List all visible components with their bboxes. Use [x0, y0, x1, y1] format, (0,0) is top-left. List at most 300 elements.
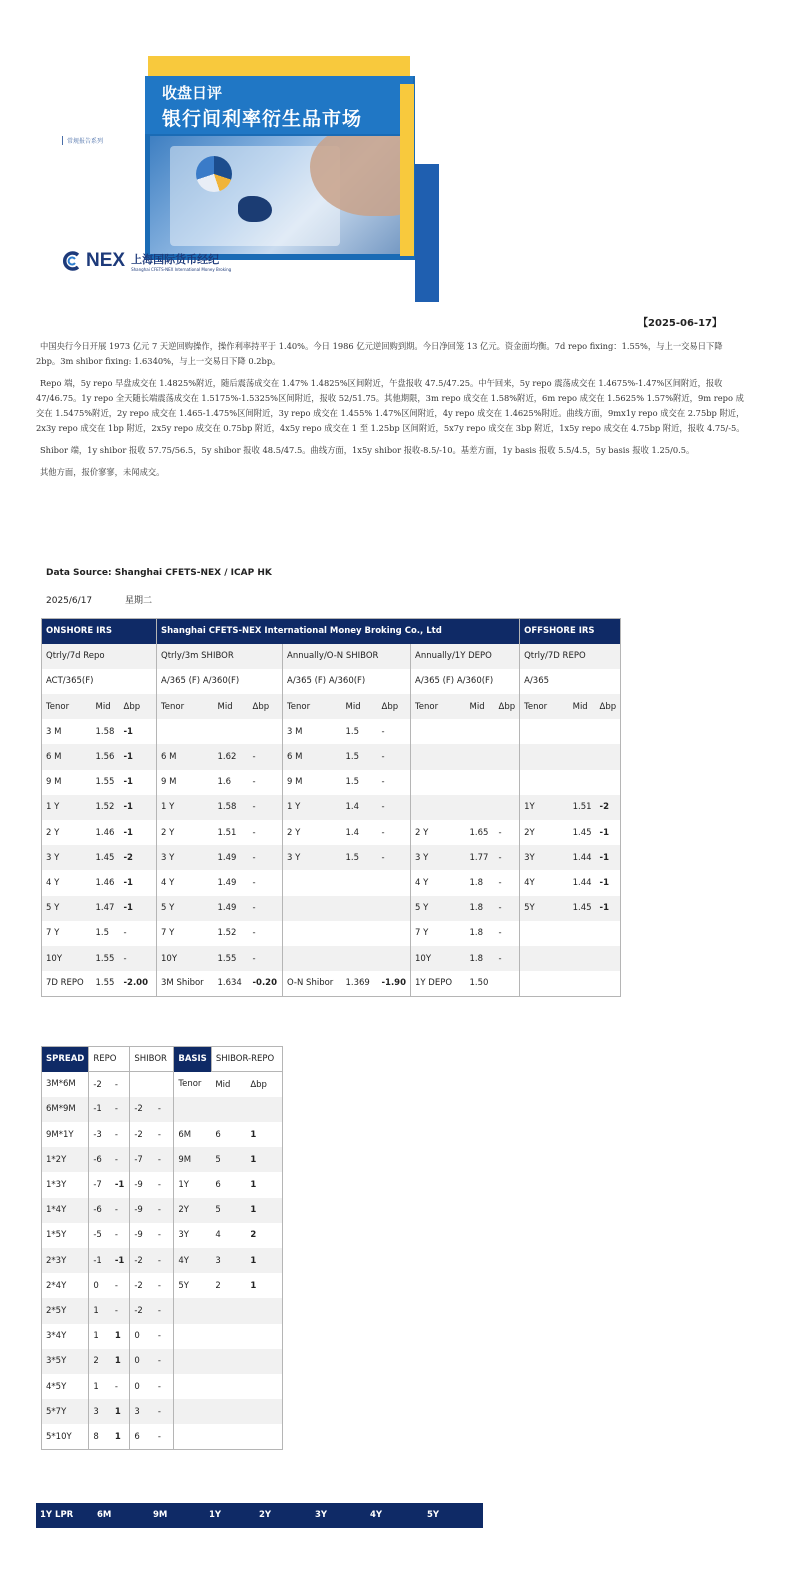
irs-cell-tenor [157, 719, 214, 744]
irs-cell-delta: - [249, 795, 283, 820]
irs-data-row [42, 896, 621, 921]
shibor-mid: -9 [130, 1223, 154, 1248]
irs-cell-delta: - [252, 777, 256, 788]
table-weekday: 星期二 [125, 596, 153, 606]
spread-pair: 1*5Y [46, 1230, 67, 1241]
repo-mid: -1 [89, 1248, 111, 1273]
shibor-delta: - [157, 1129, 161, 1140]
basis-mid: 4 [215, 1230, 221, 1241]
lpr-tenor-4y: 4Y [370, 1510, 383, 1520]
onshore-irs-header: ONSHORE IRS [42, 619, 157, 644]
shibor-delta: - [157, 1381, 161, 1392]
lpr-header-bar [36, 1503, 483, 1528]
paragraph-repo: Repo 端，5y repo 早盘成交在 1.4825%附近，随后震荡成交在 1.47% 1.4825%区间附近，午盘报收 47.5/47.25。中午回来，5y repo 震荡成交在 1.4675%-1.47%区间附近，报收 47/46.75。1y repo 全天随长端震荡成交在 1.5175%-1.5325%区间附近，报收 52/51.75。其他期限，3m repo 成交在 1.58%附近，6m repo 成交在 1.5625% 1.57%附近，9m repo 成交在 1.5475%附近，2y repo 成交在 1.465-1.475%区间附近，3y repo 成交在 1.455% 1.47%区间附近，4y repo 成交在 1.4625%附近。曲线方面，9mx1y repo 成交在 2.75bp 附近，2x3y repo 成交在 1bp 附近，2x5y repo 成交在 0.75bp 附近，4x5y repo 成交在 1 至 1.25bp 区间附近，5x7y repo 成交在 3bp 附近，1x5y repo 成交在 4.75bp 附近，报收 4.75/-5。 [36, 378, 745, 433]
cover-blue-tab [415, 164, 439, 302]
spread-pair: 1*2Y [42, 1147, 89, 1172]
convention-label: A/365 [520, 669, 621, 694]
irs-cell-delta: -1 [596, 845, 621, 870]
spread-row [42, 1223, 283, 1248]
spread-basis-table [41, 1046, 283, 1450]
irs-cell-delta: -1 [123, 777, 133, 788]
col-header-tenor: Tenor [283, 694, 342, 719]
irs-cell-delta [596, 744, 621, 769]
basis-tenor: 6M [174, 1122, 211, 1147]
basis-mid [211, 1349, 246, 1374]
irs-cell-tenor: 3 Y [42, 845, 92, 870]
irs-cell-delta: - [252, 928, 256, 939]
basis-delta [246, 1324, 282, 1349]
curve-label: Qtrly/3m SHIBOR [157, 644, 283, 669]
lpr-tenor-9m: 9M [153, 1510, 168, 1520]
offshore-irs-header: OFFSHORE IRS [520, 619, 621, 644]
irs-cell-tenor: 3Y [520, 845, 569, 870]
shibor-mid: -2 [130, 1298, 154, 1323]
irs-cell-tenor: 3 Y [283, 845, 342, 870]
repo-mid: 2 [89, 1349, 111, 1374]
irs-cell-mid: 1.58 [214, 795, 249, 820]
irs-cell-delta: - [498, 928, 502, 939]
repo-delta: - [114, 1381, 118, 1392]
col-header-tenor: Tenor [157, 694, 214, 719]
irs-cell-tenor: 4Y [520, 870, 569, 895]
col-header-mid: Mid [214, 694, 249, 719]
irs-cell-delta [378, 946, 411, 971]
shibor-mid: 0 [130, 1349, 154, 1374]
irs-cell-tenor [520, 921, 569, 946]
irs-data-row [42, 870, 621, 895]
logo-text-block [131, 251, 231, 272]
shibor-mid: -2 [130, 1097, 154, 1122]
cover-yellow-tab [400, 84, 414, 256]
irs-cell-delta: -1 [120, 744, 157, 769]
irs-cell-delta: - [252, 877, 256, 888]
irs-cell-tenor: 1 Y [157, 795, 214, 820]
basis-mid [211, 1097, 246, 1122]
paragraph-pboc: 中国央行今日开展 1973 亿元 7 天逆回购操作，操作利率持平于 1.40%。今日 1986 亿元逆回购到期。今日净回笼 13 亿元。资金面均衡。7d repo fixing：1.55%，与上一交易日下降 2bp。3m shibor fixing: 1.6340%，与上一交易日下降 0.2bp。 [36, 341, 723, 366]
shibor-mid: -2 [130, 1273, 154, 1298]
irs-cell-delta [596, 719, 621, 744]
basis-tenor [174, 1424, 211, 1449]
irs-cell-mid: 1.4 [342, 795, 378, 820]
cover-title-line2: 银行间利率衍生品市场 [162, 108, 363, 130]
broker-header: Shanghai CFETS-NEX International Money Broking Co., Ltd [157, 619, 520, 644]
irs-cell-mid: 1.4 [345, 827, 360, 838]
shibor-delta: - [157, 1280, 161, 1291]
irs-cell-mid: 1.8 [469, 928, 484, 939]
irs-cell-delta: - [381, 726, 385, 737]
col-header-delta: Δbp [378, 694, 411, 719]
irs-curve-row [42, 644, 621, 669]
spread-row [42, 1122, 283, 1147]
irs-data-row [42, 770, 621, 795]
basis-delta: 1 [250, 1180, 257, 1191]
irs-cell-tenor [283, 896, 342, 921]
irs-cell-mid: 1.44 [569, 845, 596, 870]
col-header-mid: Mid [466, 694, 495, 719]
irs-cell-mid [342, 896, 378, 921]
repo-mid: -6 [89, 1198, 111, 1223]
spread-header-row [42, 1047, 283, 1072]
irs-cell-mid: 1.49 [217, 877, 237, 888]
irs-cell-tenor [411, 795, 466, 820]
shibor-mid: 0 [130, 1324, 154, 1349]
convention-label: A/365 (F) A/360(F) [157, 669, 283, 694]
irs-cell-tenor: 6 M [42, 744, 92, 769]
basis-mid: Mid [215, 1079, 231, 1090]
curve-label: Annually/1Y DEPO [411, 644, 520, 669]
irs-cell-tenor: 9 M [283, 770, 342, 795]
spread-pair: 3M*6M [46, 1079, 76, 1090]
irs-cell-mid [342, 946, 378, 971]
basis-tenor [174, 1298, 211, 1323]
irs-cell-tenor: 6 M [283, 744, 342, 769]
irs-cell-delta [495, 971, 520, 996]
irs-cell-tenor: 4 Y [46, 877, 60, 888]
irs-cell-tenor: 2 Y [283, 820, 342, 845]
col-header-mid: Mid [342, 694, 378, 719]
irs-cell-delta: -1 [599, 827, 609, 838]
pie-chart-icon [196, 156, 232, 192]
irs-cell-tenor: 1 Y [42, 795, 92, 820]
irs-cell-mid: 1.46 [95, 877, 115, 888]
irs-cell-tenor [520, 770, 569, 795]
irs-cell-mid: 1.8 [466, 946, 495, 971]
basis-delta: 1 [246, 1147, 282, 1172]
company-logo [62, 250, 231, 272]
basis-mid [211, 1424, 246, 1449]
irs-cell-delta: -1 [120, 896, 157, 921]
shibor-mid: 3 [130, 1399, 154, 1424]
irs-cell-tenor: 5 Y [42, 896, 92, 921]
irs-cell-mid: 1.58 [95, 726, 115, 737]
shibor-mid: 6 [130, 1424, 154, 1449]
irs-cell-tenor: 9 M [46, 777, 62, 788]
repo-mid: -3 [89, 1122, 111, 1147]
irs-cell-tenor: 1Y [520, 795, 569, 820]
basis-tenor [174, 1324, 211, 1349]
basis-delta [246, 1374, 282, 1399]
irs-cell-delta: -1 [120, 795, 157, 820]
shibor-delta: - [157, 1431, 161, 1442]
spread-pair: 5*7Y [42, 1399, 89, 1424]
basis-mid: 3 [211, 1248, 246, 1273]
irs-data-row [42, 845, 621, 870]
logo-cn-name: 上海国际货币经纪 [131, 252, 220, 266]
irs-cell-mid [569, 744, 596, 769]
irs-cell-tenor: 3 Y [157, 845, 214, 870]
spread-row [42, 1072, 283, 1097]
spread-pair: 2*5Y [42, 1298, 89, 1323]
spread-row [42, 1198, 283, 1223]
basis-mid [211, 1298, 246, 1323]
basis-tenor: 9M [174, 1147, 211, 1172]
irs-cell-mid: 1.51 [569, 795, 596, 820]
repo-delta: - [114, 1079, 118, 1090]
irs-cell-tenor: 10Y [157, 946, 214, 971]
repo-delta: 1 [114, 1331, 121, 1342]
lpr-tenor-3y: 3Y [315, 1510, 328, 1520]
logo-nex-text: NEX [86, 250, 126, 271]
basis-mid: 5 [211, 1147, 246, 1172]
repo-mid: -5 [89, 1223, 111, 1248]
repo-mid: 3 [89, 1399, 111, 1424]
cover-photo [150, 136, 413, 254]
shibor-mid: -9 [130, 1172, 154, 1197]
nex-logo-icon [62, 251, 84, 271]
irs-cell-mid: 1.46 [95, 827, 115, 838]
irs-cell-mid: 1.44 [572, 877, 592, 888]
irs-cell-delta: - [378, 744, 411, 769]
logo-en-name: Shanghai CFETS-NEX International Money Broking [131, 266, 232, 272]
repo-delta: - [111, 1298, 130, 1323]
col-header-delta: Δbp [596, 694, 621, 719]
irs-cell-delta [596, 921, 621, 946]
data-source: Data Source: Shanghai CFETS-NEX / ICAP HK [46, 568, 272, 578]
irs-cell-mid: 1.62 [214, 744, 249, 769]
irs-cell-delta: - [495, 896, 520, 921]
irs-cell-delta: - [381, 777, 385, 788]
repo-mid: -6 [89, 1147, 111, 1172]
shibor-mid: -7 [130, 1147, 154, 1172]
irs-cell-tenor: 7D REPO [46, 978, 84, 989]
irs-cell-tenor: 7 Y [411, 921, 466, 946]
irs-cell-tenor: 5 Y [411, 896, 466, 921]
irs-cell-tenor [520, 719, 569, 744]
basis-tenor [174, 1097, 211, 1122]
irs-cell-delta [596, 946, 621, 971]
irs-cell-delta [378, 870, 411, 895]
irs-cell-mid: 1.5 [342, 845, 378, 870]
irs-cell-mid: 1.5 [342, 744, 378, 769]
repo-mid: -1 [89, 1097, 111, 1122]
irs-cell-delta [495, 719, 520, 744]
irs-cell-delta: - [120, 946, 157, 971]
irs-cell-tenor [283, 870, 342, 895]
shibor-delta: - [154, 1399, 174, 1424]
shibor-delta [154, 1072, 174, 1097]
map-icon [238, 196, 272, 222]
irs-cell-tenor: 1 Y [283, 795, 342, 820]
basis-mid [211, 1374, 246, 1399]
repo-mid: 1 [89, 1374, 111, 1399]
spread-pair: 3*4Y [46, 1331, 67, 1342]
shibor-delta: - [154, 1298, 174, 1323]
irs-data-row [42, 921, 621, 946]
irs-cell-delta [596, 971, 621, 996]
irs-cell-delta: - [381, 827, 385, 838]
curve-label: Annually/O-N SHIBOR [283, 644, 411, 669]
spread-pair: 9M*1Y [46, 1129, 74, 1140]
spread-pair: 5*10Y [46, 1431, 72, 1442]
irs-cell-tenor [520, 946, 569, 971]
irs-cell-mid [342, 870, 378, 895]
shibor-delta: - [157, 1331, 161, 1342]
basis-tenor: 1Y [174, 1172, 211, 1197]
col-header-delta: Δbp [495, 694, 520, 719]
basis-mid: 6 [215, 1180, 221, 1191]
irs-cell-tenor [283, 921, 342, 946]
spread-row [42, 1097, 283, 1122]
irs-cell-mid [569, 921, 596, 946]
irs-cell-tenor: 2 Y [46, 827, 60, 838]
paragraph-other: 其他方面，报价寥寥，未闻成交。 [40, 467, 165, 477]
irs-cell-mid: 1.8 [466, 896, 495, 921]
irs-data-row [42, 744, 621, 769]
irs-cell-tenor: 10Y [411, 946, 466, 971]
repo-header: REPO [89, 1047, 130, 1072]
irs-cell-delta: -1 [599, 877, 609, 888]
table-date: 2025/6/17 [46, 596, 93, 606]
irs-cell-delta [596, 770, 621, 795]
irs-cell-mid [466, 744, 495, 769]
irs-cell-tenor: 2Y [520, 820, 569, 845]
irs-cell-mid [214, 719, 249, 744]
irs-cell-tenor: 3 M [283, 719, 342, 744]
spread-pair: 1*4Y [42, 1198, 89, 1223]
irs-cell-tenor: 7 Y [46, 928, 60, 939]
irs-cell-tenor [520, 971, 569, 996]
irs-table [41, 618, 621, 997]
spread-row [42, 1147, 283, 1172]
irs-data-row [42, 820, 621, 845]
report-date: 【2025-06-17】 [638, 318, 722, 329]
irs-cell-tenor: 3M Shibor [157, 971, 214, 996]
repo-delta: - [114, 1280, 118, 1291]
shibor-delta: - [154, 1097, 174, 1122]
basis-mid: 2 [215, 1280, 221, 1291]
spread-row [42, 1324, 283, 1349]
basis-delta: 2 [250, 1230, 257, 1241]
basis-delta [246, 1349, 282, 1374]
basis-tenor: 3Y [174, 1223, 211, 1248]
irs-cell-tenor: 9 M [157, 770, 214, 795]
curve-label: Qtrly/7d Repo [42, 644, 157, 669]
irs-convention-row [42, 669, 621, 694]
irs-cell-mid [569, 770, 596, 795]
basis-delta: 1 [246, 1198, 282, 1223]
irs-cell-mid: 1.52 [217, 928, 237, 939]
shibor-delta: - [154, 1248, 174, 1273]
repo-mid: -7 [89, 1172, 111, 1197]
irs-cell-mid: 1.45 [92, 845, 120, 870]
irs-cell-mid: 1.55 [214, 946, 249, 971]
repo-delta: - [111, 1097, 130, 1122]
shibor-delta: - [154, 1198, 174, 1223]
irs-data-row [42, 946, 621, 971]
convention-label: A/365 (F) A/360(F) [411, 669, 520, 694]
irs-cell-delta: -1 [123, 827, 133, 838]
paragraph-shibor: Shibor 端，1y shibor 报收 57.75/56.5，5y shibor 报收 48.5/47.5。曲线方面，1x5y shibor 报收-8.5/-10。基差方面，1y basis 报收 5.5/4.5，5y basis 报收 1.25/0.5。 [40, 445, 695, 455]
irs-cell-mid [466, 770, 495, 795]
repo-delta: 1 [114, 1431, 121, 1442]
basis-delta: 1 [250, 1129, 257, 1140]
basis-delta: Δbp [250, 1079, 267, 1090]
irs-cell-delta: - [249, 896, 283, 921]
spread-pair: 3*5Y [42, 1349, 89, 1374]
repo-delta: 1 [111, 1349, 130, 1374]
basis-header: BASIS [174, 1047, 211, 1072]
cover-title-line1: 收盘日评 [162, 84, 223, 102]
shibor-delta: - [154, 1147, 174, 1172]
repo-mid: 8 [89, 1424, 111, 1449]
irs-cell-delta [495, 795, 520, 820]
basis-delta: 1 [250, 1280, 257, 1291]
irs-cell-tenor: 3 M [46, 726, 62, 737]
lpr-tenor-1y: 1Y [209, 1510, 222, 1520]
irs-cell-mid: 1.49 [214, 896, 249, 921]
basis-mid [211, 1324, 246, 1349]
spread-row [42, 1273, 283, 1298]
basis-delta [246, 1399, 282, 1424]
irs-cell-mid [569, 946, 596, 971]
series-label: 常规报告系列 [62, 136, 103, 145]
irs-cell-tenor: O-N Shibor [283, 971, 342, 996]
irs-cell-delta: - [123, 928, 127, 939]
basis-delta: 1 [246, 1248, 282, 1273]
repo-delta: 1 [111, 1399, 130, 1424]
report-cover [60, 52, 490, 282]
irs-cell-mid: 1.5 [345, 726, 360, 737]
irs-cell-delta: - [495, 845, 520, 870]
irs-cell-tenor [283, 946, 342, 971]
shibor-mid: -2 [130, 1122, 154, 1147]
col-header-mid: Mid [569, 694, 596, 719]
basis-tenor [174, 1399, 211, 1424]
irs-cell-delta: - [495, 946, 520, 971]
irs-cell-delta [249, 719, 283, 744]
irs-cell-tenor: 7 Y [157, 921, 214, 946]
spread-row [42, 1349, 283, 1374]
basis-delta [246, 1097, 282, 1122]
col-header-delta: Δbp [249, 694, 283, 719]
irs-cell-tenor: 10Y [42, 946, 92, 971]
irs-cell-mid: 1.52 [92, 795, 120, 820]
repo-delta: - [111, 1198, 130, 1223]
irs-cell-delta: -2 [120, 845, 157, 870]
shibor-mid [130, 1072, 154, 1097]
spread-row [42, 1399, 283, 1424]
irs-cell-mid: 1.56 [92, 744, 120, 769]
shibor-delta: - [157, 1180, 161, 1191]
irs-cell-mid: 1.45 [572, 827, 592, 838]
irs-cell-delta: - [249, 946, 283, 971]
irs-cell-delta: -0.20 [252, 978, 277, 989]
irs-cell-tenor: 2 Y [411, 820, 466, 845]
table-date-line [46, 593, 152, 606]
irs-cell-delta: - [378, 845, 411, 870]
irs-cell-mid [466, 795, 495, 820]
col-header-tenor: Tenor [520, 694, 569, 719]
col-header-delta: Δbp [120, 694, 157, 719]
irs-cell-tenor [520, 744, 569, 769]
basis-tenor: 4Y [174, 1248, 211, 1273]
irs-cell-tenor: 1Y DEPO [411, 971, 466, 996]
basis-tenor: Tenor [174, 1072, 211, 1097]
irs-cell-delta: -1 [596, 896, 621, 921]
convention-label: ACT/365(F) [46, 676, 94, 687]
basis-mid [211, 1399, 246, 1424]
irs-cell-tenor: 4 Y [411, 870, 466, 895]
spread-row [42, 1248, 283, 1273]
spread-row [42, 1424, 283, 1449]
spread-pair: 6M*9M [42, 1097, 89, 1122]
irs-cell-delta: -2 [596, 795, 621, 820]
irs-cell-mid: 1.634 [217, 978, 242, 989]
convention-label: A/365 (F) A/360(F) [283, 669, 411, 694]
basis-tenor [174, 1374, 211, 1399]
shibor-repo-header: SHIBOR-REPO [211, 1047, 282, 1072]
irs-cell-delta: -1.90 [381, 978, 406, 989]
